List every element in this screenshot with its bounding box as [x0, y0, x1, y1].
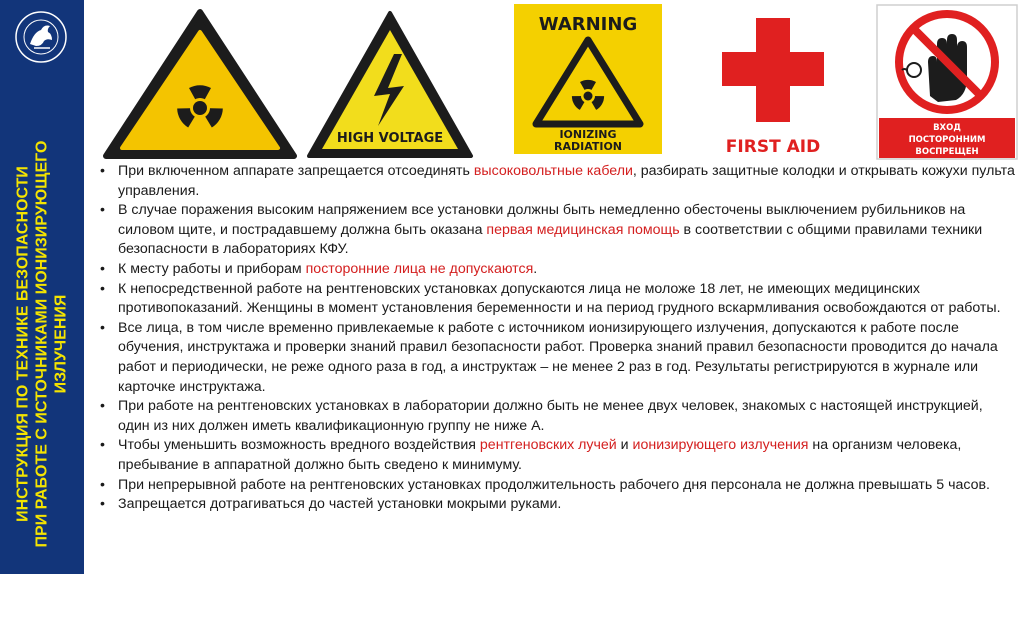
no-entry-label-3: ВОСПРЕЩЕН: [915, 147, 979, 157]
rule-text: К месту работы и приборам: [118, 260, 306, 277]
sidebar-title: [14, 64, 71, 624]
rules-content: [96, 162, 1018, 515]
high-voltage-label: HIGH VOLTAGE: [336, 131, 444, 146]
red-cross-icon: [722, 18, 824, 122]
first-aid-sign: [714, 14, 832, 158]
no-entry-label-1: ВХОД: [933, 123, 961, 133]
rule-text: , разбирать защитные колодки и открывать кожухи пульта управления.: [118, 163, 1015, 199]
rule-item: [96, 495, 1018, 515]
rule-text: К непосредственной работе на рентгеновских установках допускаются лица не моложе 18 лет, не имеющих медицинских противопоказаний. Женщины в момент установления беременности и на период грудного вскармливания освобождаются от работы.: [118, 280, 1001, 317]
university-logo: [14, 10, 68, 64]
rule-text: При непрерывной работе на рентгеновских установках продолжительность рабочего дня персонала не должна превышать 5 часов.: [118, 476, 990, 493]
rule-text: .: [533, 260, 538, 277]
ionizing-label: IONIZING: [559, 128, 617, 141]
rule-highlight: ионизирующего излучения: [632, 437, 809, 454]
rule-highlight: высоковольтные кабели: [473, 163, 633, 179]
rule-item: [96, 476, 1018, 496]
sidebar: [0, 0, 84, 574]
rule-text: При включенном аппарате запрещается отсоединять: [118, 163, 474, 179]
rule-highlight: первая медицинская помощь: [486, 221, 680, 238]
high-voltage-sign: [306, 10, 474, 160]
rule-highlight: посторонние лица не допускаются: [305, 260, 534, 277]
rule-text: и: [616, 437, 633, 454]
rules-list: [96, 162, 1018, 515]
rule-text: В случае поражения высоким напряжением все установки должны быть немедленно обесточены выключением рубильников на силовом щите, и пострадавшему должна быть оказана: [118, 202, 966, 238]
rule-item: [96, 201, 1018, 260]
rule-item: [96, 397, 1018, 436]
rule-text: на организм человека, пребывание в аппаратной должно быть сведено к минимуму.: [118, 437, 962, 473]
rule-item: [96, 162, 1018, 201]
rule-text: Запрещается дотрагиваться до частей установки мокрыми руками.: [118, 496, 562, 513]
no-entry-label-2: ПОСТОРОННИМ: [908, 135, 986, 145]
radiation-sign: [102, 8, 298, 160]
rule-text: Все лица, в том числе временно привлекаемые к работе с источником ионизирующего излучения, допускаются к работе после обучения, инструктажа и проверки знаний правил безопасности работ. Проверка знаний правил безопасности проводится до начала работ и периодически, не реже одного раза в год, а инструктаж – не менее 2 раз в год. Результаты регистрируются в журнале или карточке инструктажа.: [118, 319, 998, 395]
rule-text: в соответствии с общими правилами техники безопасности в лабораториях КФУ.: [118, 221, 983, 258]
rule-text: При работе на рентгеновских установках в лаборатории должно быть не менее двух человек, знакомых с настоящей инструкцией, один из них должен иметь квалификационную группу не ниже А.: [118, 398, 983, 434]
ionizing-radiation-sign: [514, 4, 662, 154]
no-entry-sign: [876, 4, 1018, 160]
warning-label: WARNING: [538, 14, 638, 35]
rule-highlight: рентгеновских лучей: [479, 437, 617, 454]
sidebar-title-line-2: ПРИ РАБОТЕ С ИСТОЧНИКАМИ ИОНИЗИРУЮЩЕГО: [33, 140, 51, 548]
sidebar-title-line-3: ИЗЛУЧЕНИЯ: [52, 294, 70, 394]
rule-item: [96, 436, 1018, 475]
rule-text: Чтобы уменьшить возможность вредного воздействия: [118, 437, 480, 454]
rule-item: [96, 260, 1018, 280]
rule-item: [96, 280, 1018, 319]
radiation-label: RADIATION: [553, 140, 623, 153]
first-aid-label: FIRST AID: [725, 137, 821, 157]
sidebar-title-line-1: ИНСТРУКЦИЯ ПО ТЕХНИКЕ БЕЗОПАСНОСТИ: [14, 166, 32, 522]
rule-item: [96, 319, 1018, 397]
